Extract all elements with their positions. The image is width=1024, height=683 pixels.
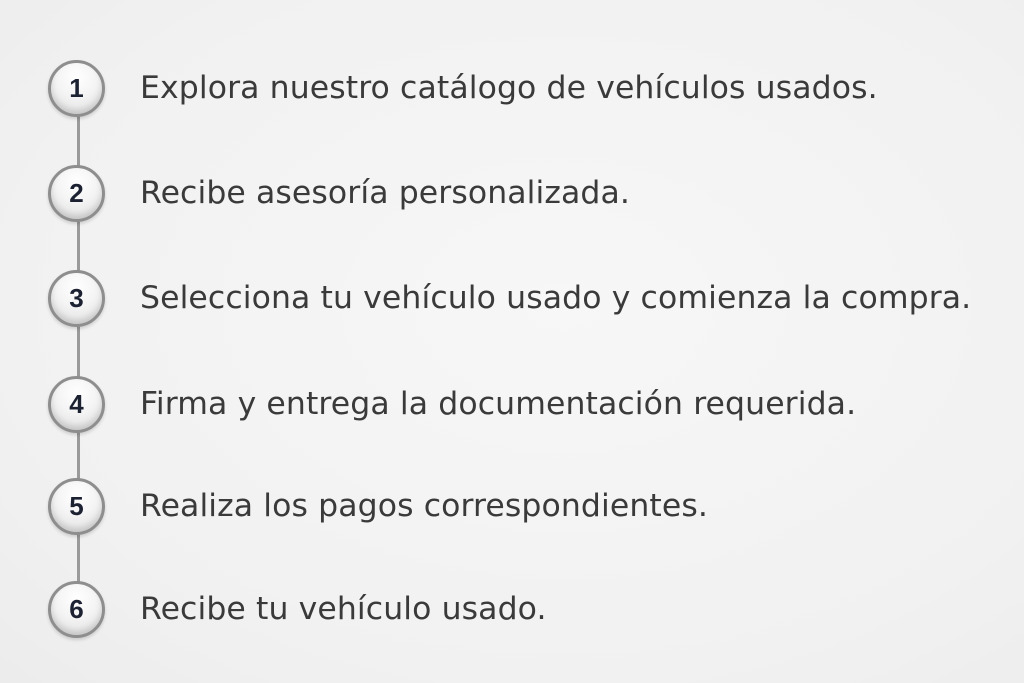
step-number: 5: [69, 490, 84, 521]
step-5: [48, 474, 708, 538]
step-text: Selecciona tu vehículo usado y comienza la compra.: [140, 280, 972, 316]
step-number: 2: [69, 177, 84, 208]
step-text: Recibe asesoría personalizada.: [140, 175, 631, 211]
step-number-badge: [48, 165, 105, 222]
step-number-badge: [48, 478, 105, 535]
step-number-badge: [48, 60, 105, 117]
step-4: [48, 372, 856, 436]
step-text: Explora nuestro catálogo de vehículos usados.: [140, 70, 878, 106]
step-text: Realiza los pagos correspondientes.: [140, 488, 708, 524]
step-number-badge: [48, 581, 105, 638]
step-1: [48, 56, 878, 120]
step-number: 3: [69, 282, 84, 313]
step-text: Recibe tu vehículo usado.: [140, 591, 547, 627]
step-2: [48, 161, 630, 225]
step-6: [48, 577, 547, 641]
step-number-badge: [48, 376, 105, 433]
step-number: 4: [69, 388, 84, 419]
step-text: Firma y entrega la documentación requerida.: [140, 386, 857, 422]
step-3: [48, 266, 971, 330]
step-number: 1: [69, 72, 84, 103]
step-number-badge: [48, 270, 105, 327]
step-number: 6: [69, 593, 84, 624]
